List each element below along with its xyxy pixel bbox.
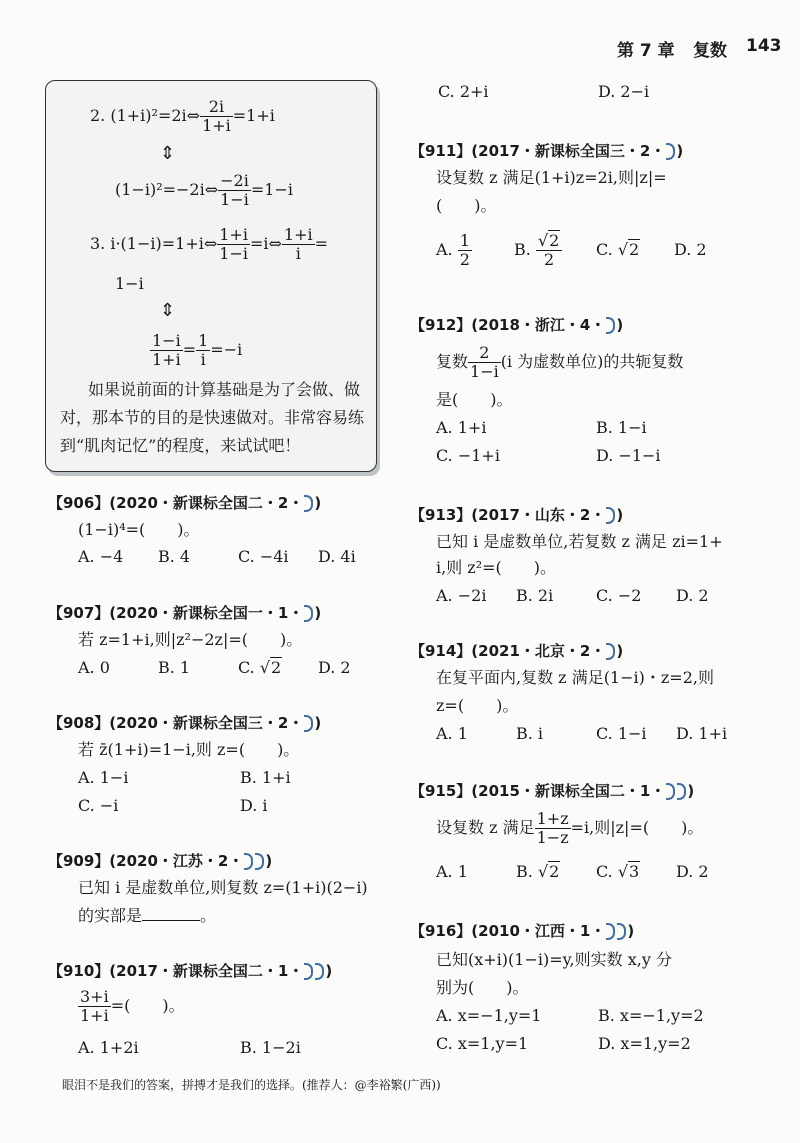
option-c: C. √2 bbox=[596, 240, 640, 259]
option-d: D. 2 bbox=[674, 240, 707, 259]
box-paragraph-3: 到“肌肉记忆”的程度，来试试吧！ bbox=[60, 436, 301, 455]
option-d: D. 2 bbox=[676, 586, 709, 605]
option-a: A. 1−i bbox=[78, 768, 129, 787]
problem-913-question-cont: i,则 z²=( )。 bbox=[436, 558, 557, 577]
problem-916-question-cont: 别为( )。 bbox=[436, 978, 529, 997]
option-d: D. 1+i bbox=[676, 724, 728, 743]
option-a: A. 1 bbox=[436, 862, 468, 881]
option-c: C. −1+i bbox=[436, 446, 500, 465]
difficulty-icon bbox=[606, 317, 615, 334]
option-c: C. −4i bbox=[238, 547, 289, 566]
problem-911-question-cont: ( )。 bbox=[436, 196, 497, 215]
problem-915-title: 【915】(2015・新课标全国二・1・ ) bbox=[410, 782, 695, 800]
option-b: B. i bbox=[516, 724, 544, 743]
chapter-label: 第 7 章 bbox=[617, 41, 675, 61]
box-line-3-cont: 1−i bbox=[115, 274, 144, 293]
problem-915-question: 设复数 z 满足 $\frac{1+z}{1-z}$ =i,则|z|=( )。 bbox=[436, 809, 704, 847]
option-a: A. 1 bbox=[436, 724, 468, 743]
problem-909-question-cont: 的实部是 。 bbox=[78, 906, 217, 925]
difficulty-icon bbox=[606, 923, 615, 940]
option-d: D. i bbox=[240, 796, 268, 815]
option-c: C. √2 bbox=[238, 658, 282, 677]
difficulty-icon bbox=[315, 963, 324, 980]
option-d: D. −1−i bbox=[596, 446, 661, 465]
problem-914-question-cont: z=( )。 bbox=[436, 696, 519, 715]
problem-906-question: (1−i)⁴=( )。 bbox=[78, 520, 200, 539]
option-c: C. x=1,y=1 bbox=[436, 1034, 529, 1053]
difficulty-icon bbox=[606, 507, 615, 524]
option-b: B. x=−1,y=2 bbox=[598, 1006, 704, 1025]
problem-907-title: 【907】(2020・新课标全国一・1・ ) bbox=[48, 604, 322, 622]
difficulty-icon bbox=[304, 495, 313, 512]
option-a: A. 0 bbox=[78, 658, 110, 677]
option-b: B. 4 bbox=[158, 547, 191, 566]
difficulty-icon bbox=[606, 643, 615, 660]
option-c: C. 1−i bbox=[596, 724, 647, 743]
option-d: D. x=1,y=2 bbox=[598, 1034, 691, 1053]
option-d: D. 2 bbox=[318, 658, 351, 677]
box-paragraph-1: 如果说前面的计算基础是为了会做、做 bbox=[88, 380, 361, 399]
problem-914-title: 【914】(2021・北京・2・ ) bbox=[410, 642, 624, 660]
difficulty-icon bbox=[244, 853, 253, 870]
option-d: D. 4i bbox=[318, 547, 356, 566]
problem-909-title: 【909】(2020・江苏・2・ ) bbox=[48, 852, 273, 870]
problem-914-question: 在复平面内,复数 z 满足(1−i)・z=2,则 bbox=[436, 668, 714, 687]
option-b: B. 1+i bbox=[240, 768, 291, 787]
option-a: A. $\frac{1}{2}$ bbox=[436, 231, 470, 269]
option-c: C. −i bbox=[78, 796, 119, 815]
problem-912-question-cont: 是( )。 bbox=[436, 390, 513, 409]
option-b: B. $\frac{√2}{2}$ bbox=[514, 232, 562, 269]
difficulty-icon bbox=[255, 853, 264, 870]
problem-907-question: 若 z=1+i,则|z²−2z|=( )。 bbox=[78, 630, 303, 649]
problem-913-title: 【913】(2017・山东・2・ ) bbox=[410, 506, 624, 524]
option-c: C. 2+i bbox=[438, 82, 489, 101]
option-d: D. 2−i bbox=[598, 82, 650, 101]
problem-910-question: $\frac{3+i}{1+i}$ =( )。 bbox=[80, 987, 185, 1025]
problem-911-title: 【911】(2017・新课标全国三・2・ ) bbox=[410, 142, 684, 160]
option-b: B. 1−2i bbox=[240, 1038, 301, 1057]
option-d: D. 2 bbox=[676, 862, 709, 881]
option-a: A. x=−1,y=1 bbox=[436, 1006, 542, 1025]
problem-913-question: 已知 i 是虚数单位,若复数 z 满足 zi=1+ bbox=[436, 532, 723, 551]
difficulty-icon bbox=[666, 143, 675, 160]
difficulty-icon bbox=[666, 783, 675, 800]
option-a: A. 1+i bbox=[436, 418, 487, 437]
page-number: 143 bbox=[746, 36, 782, 56]
footer-quote: 眼泪不是我们的答案，拼搏才是我们的选择。(推荐人：@李裕繁(广西)) bbox=[62, 1078, 441, 1092]
double-arrow-icon: ⇕ bbox=[160, 300, 176, 321]
problem-906-title: 【906】(2020・新课标全国二・2・ ) bbox=[48, 494, 322, 512]
option-a: A. 1+2i bbox=[78, 1038, 139, 1057]
box-line-2: 2. (1+i)²=2i⇔ $\frac{2i}{1+i}$ =1+i bbox=[90, 97, 275, 135]
option-c: C. −2 bbox=[596, 586, 642, 605]
problem-909-question: 已知 i 是虚数单位,则复数 z=(1+i)(2−i) bbox=[78, 878, 368, 897]
problem-911-question: 设复数 z 满足(1+i)z=2i,则|z|= bbox=[436, 168, 667, 187]
box-line-2b: (1−i)²=−2i⇔ $\frac{-2i}{1-i}$ =1−i bbox=[115, 171, 293, 209]
difficulty-icon bbox=[304, 715, 313, 732]
problem-916-question: 已知(x+i)(1−i)=y,则实数 x,y 分 bbox=[436, 950, 672, 969]
problem-908-title: 【908】(2020・新课标全国三・2・ ) bbox=[48, 714, 322, 732]
problem-912-title: 【912】(2018・浙江・4・ ) bbox=[410, 316, 624, 334]
option-b: B. 1 bbox=[158, 658, 191, 677]
option-b: B. 1−i bbox=[596, 418, 647, 437]
double-arrow-icon: ⇕ bbox=[160, 143, 176, 164]
option-b: B. √2 bbox=[516, 862, 560, 881]
problem-916-title: 【916】(2010・江西・1・ ) bbox=[410, 922, 635, 940]
problem-912-question: 复数 $\frac{2}{1-i}$ (i 为虚数单位)的共轭复数 bbox=[436, 343, 684, 381]
answer-blank bbox=[142, 906, 200, 921]
box-paragraph-2: 对，那本节的目的是快速做对。非常容易练 bbox=[60, 408, 365, 427]
option-a: A. −4 bbox=[78, 547, 124, 566]
problem-910-title: 【910】(2017・新课标全国二・1・ ) bbox=[48, 962, 333, 980]
difficulty-icon bbox=[617, 923, 626, 940]
chapter-title: 复数 bbox=[693, 41, 727, 61]
difficulty-icon bbox=[304, 963, 313, 980]
difficulty-icon bbox=[304, 605, 313, 622]
difficulty-icon bbox=[677, 783, 686, 800]
box-line-3: 3. i·(1−i)=1+i⇔ $\frac{1+i}{1-i}$ =i⇔ $\frac{1+i}{i}$ = bbox=[90, 225, 329, 263]
option-b: B. 2i bbox=[516, 586, 554, 605]
box-line-3b: $\frac{1-i}{1+i}$ = $\frac{1}{i}$ =−i bbox=[152, 331, 243, 369]
problem-908-question: 若 z̄(1+i)=1−i,则 z=( )。 bbox=[78, 740, 300, 759]
option-c: C. √3 bbox=[596, 862, 640, 881]
option-a: A. −2i bbox=[436, 586, 487, 605]
